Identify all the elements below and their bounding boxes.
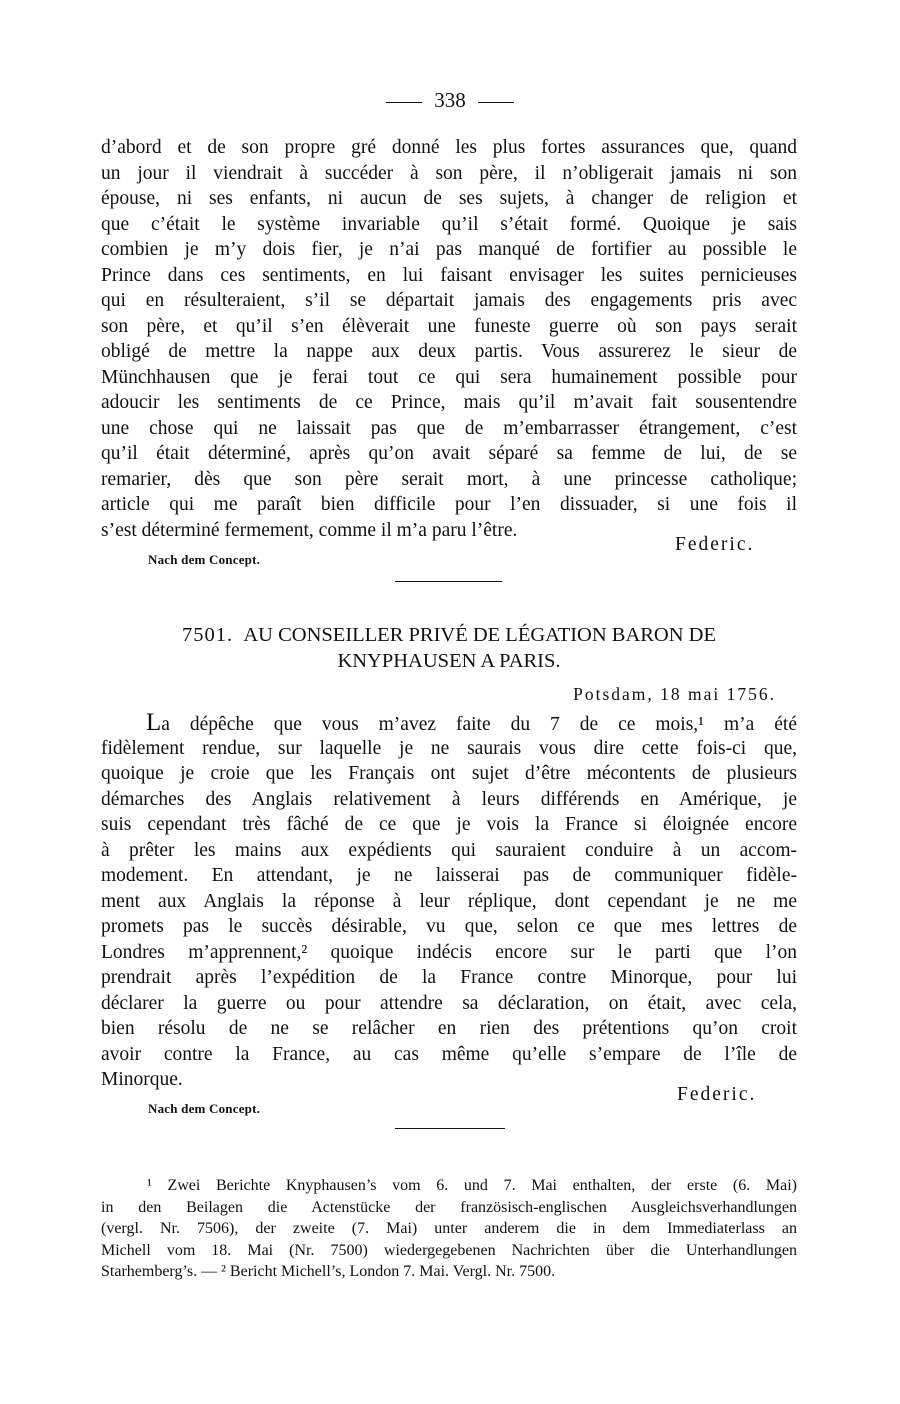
footnote-line: in den Beilagen die Actenstücke der französisch-englischen Ausgleichsverhandlungen [101, 1198, 797, 1216]
text-line: fidèlement rendue, sur laquelle je ne saurais vous dire cette fois-ci que, [101, 737, 797, 759]
section-divider-2 [395, 1128, 505, 1129]
header-dash-right [478, 102, 514, 103]
footnote-line: Michell vom 18. Mai (Nr. 7500) wiedergegebenen Nachrichten über die Unterhandlungen [101, 1241, 797, 1259]
text-line: bien résolu de ne se relâcher en rien des prétentions qu’on croit [101, 1018, 797, 1039]
text-line: d’abord et de son propre gré donné les plus fortes assurances que, quand [101, 137, 797, 158]
text-line: qui en résulteraient, s’il se départait jamais des engagements pris avec [101, 290, 797, 311]
letter-2-body [101, 710, 797, 1093]
text-line: obligé de mettre la nappe aux deux partis. Vous assurerez le sieur de [101, 341, 797, 362]
header-dash-left [386, 102, 422, 103]
text-line: quoique je croie que les Français ont sujet d’être mécontents de plusieurs [101, 763, 797, 784]
drop-cap: L [146, 709, 162, 736]
text-line: avoir contre la France, au cas même qu’elle s’empare de l’île de [101, 1043, 797, 1065]
text-line: prendrait après l’expédition de la France contre Minorque, pour lui [101, 967, 797, 988]
footnote-line: ¹ Zwei Berichte Knyphausen’s vom 6. und 7. Mai enthalten, der erste (6. Mai) [147, 1177, 797, 1194]
text-line: s’est déterminé fermement, comme il m’a paru l’être. [101, 519, 518, 541]
letter-1-body [101, 135, 797, 543]
letter-1-source-note: Nach dem Concept. [148, 552, 261, 567]
page-header [0, 88, 900, 113]
letter-2-title [101, 622, 797, 674]
text-line: une chose qui ne laissait pas que de m’embarrasser étrangement, c’est [101, 417, 797, 439]
letter-2-signature: Federic. [677, 1084, 757, 1105]
text-line: Minorque. [101, 1069, 183, 1090]
text-line: remarier, dès que son père serait mort, à une princesse catholique; [101, 468, 797, 490]
text-line: combien je m’y dois fier, je n’ai pas manqué de fortifier au possible le [101, 239, 797, 260]
text-line: promets pas le succès désirable, vu que, selon ce que mes lettres de [101, 916, 797, 937]
text-line: un jour il viendrait à succéder à son père, il n’obligerait jamais ni son [101, 162, 797, 184]
text-line: Londres m’apprennent,² quoique indécis encore sur le parti que l’on [101, 941, 797, 963]
footnotes [101, 1175, 797, 1283]
text-line: article qui me paraît bien difficile pour l’en dissuader, si une fois il [101, 494, 797, 515]
footnote-line: Starhemberg’s. — ² Bericht Michell’s, London 7. Mai. Vergl. Nr. 7500. [101, 1263, 556, 1280]
text-line: suis cependant très fâché de ce que je vois la France si éloignée encore [101, 814, 797, 835]
text-line: épouse, ni ses enfants, ni aucun de ses sujets, à changer de religion et [101, 188, 797, 209]
footnote-line: (vergl. Nr. 7506), der zweite (7. Mai) unter anderem die in dem Immediaterlass an [101, 1220, 797, 1237]
text-line: démarches des Anglais relativement à leurs différends en Amérique, je [101, 788, 797, 810]
title-line-1: AU CONSEILLER PRIVÉ DE LÉGATION BARON DE [243, 624, 716, 646]
text-line: déclarer la guerre ou pour attendre sa déclaration, on était, avec cela, [101, 992, 797, 1014]
text-line: son père, et qu’il s’en élèverait une funeste guerre où son pays serait [101, 315, 797, 337]
letter-2-source-note: Nach dem Concept. [148, 1101, 261, 1116]
first-line-rest: a dépêche que vous m’avez faite du 7 de ce mois,¹ m’a été [161, 714, 797, 735]
text-line: à prêter les mains aux expédients qui sauraient conduire à un accom- [101, 839, 797, 861]
text-line-first [101, 710, 797, 736]
letter-number: 7501. [182, 624, 234, 646]
letter-1-signature: Federic. [675, 534, 755, 555]
text-line: adoucir les sentiments de ce Prince, mais qu’il m’avait fait sousentendre [101, 392, 797, 413]
text-line: qu’il était déterminé, après qu’on avait séparé sa femme de lui, de se [101, 443, 797, 464]
dateline: Potsdam, 18 mai 1756. [573, 684, 776, 704]
title-line-2: KNYPHAUSEN A PARIS. [337, 650, 561, 672]
text-line: Münchhausen que je ferai tout ce qui sera humainement possible pour [101, 366, 797, 388]
page-number: 338 [434, 88, 466, 112]
text-line: modement. En attendant, je ne laisserai pas de communiquer fidèle- [101, 865, 797, 886]
section-divider [395, 581, 502, 582]
text-line: que c’était le système invariable qu’il s’était formé. Quoique je sais [101, 213, 797, 235]
text-line: Prince dans ces sentiments, en lui faisant envisager les suites pernicieuses [101, 264, 797, 286]
text-line: ment aux Anglais la réponse à leur réplique, dont cependant je ne me [101, 890, 797, 912]
